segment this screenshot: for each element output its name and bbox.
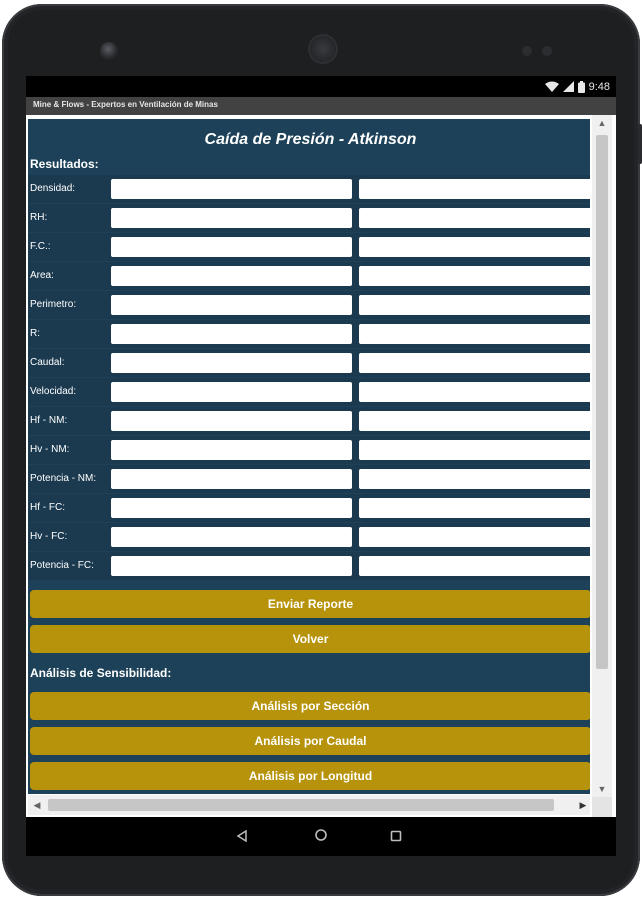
vertical-scroll-thumb[interactable] — [596, 135, 608, 669]
home-nav-icon[interactable] — [311, 827, 331, 847]
back-button[interactable]: Volver — [30, 625, 590, 653]
status-time: 9:48 — [588, 80, 610, 93]
hf-nm-value-field[interactable] — [111, 411, 352, 431]
row-label: Potencia - NM: — [30, 473, 97, 484]
result-row-rh — [28, 204, 590, 232]
row-label: Potencia - FC: — [30, 560, 94, 571]
row-label: Hf - NM: — [30, 415, 68, 426]
hv-nm-unit-field[interactable] — [359, 440, 590, 460]
density-unit-field[interactable] — [359, 179, 590, 199]
analysis-by-section-button[interactable]: Análisis por Sección — [30, 692, 590, 720]
battery-icon — [578, 81, 585, 93]
front-camera-icon — [100, 42, 118, 60]
sensor-icon — [522, 46, 532, 56]
horizontal-scrollbar[interactable] — [28, 795, 590, 815]
tablet-frame — [2, 4, 640, 896]
page-title: Caída de Presión - Atkinson — [204, 131, 417, 148]
row-label: F.C.: — [30, 241, 51, 252]
r-unit-field[interactable] — [359, 324, 590, 344]
hf-fc-value-field[interactable] — [111, 498, 352, 518]
wifi-icon — [545, 81, 559, 92]
result-row-flow — [28, 349, 590, 377]
scroll-down-icon[interactable]: ▼ — [597, 784, 607, 794]
result-row-fc — [28, 233, 590, 261]
window-title: Mine & Flows - Expertos en Ventilación de Minas — [33, 100, 218, 109]
scroll-left-icon[interactable]: ◀ — [33, 800, 41, 810]
status-bar — [26, 76, 616, 97]
result-row-hf-fc — [28, 494, 590, 522]
results-panel — [28, 119, 590, 794]
density-value-field[interactable] — [111, 179, 352, 199]
row-label: Caudal: — [30, 357, 65, 368]
power-nm-unit-field[interactable] — [359, 469, 590, 489]
power-button — [638, 124, 642, 164]
horizontal-scroll-thumb[interactable] — [48, 799, 554, 811]
result-row-velocity — [28, 378, 590, 406]
hf-fc-unit-field[interactable] — [359, 498, 590, 518]
velocity-unit-field[interactable] — [359, 382, 590, 402]
row-label: Velocidad: — [30, 386, 77, 397]
power-fc-value-field[interactable] — [111, 556, 352, 576]
back-nav-icon[interactable] — [232, 827, 252, 847]
row-label: RH: — [30, 212, 48, 223]
hv-fc-unit-field[interactable] — [359, 527, 590, 547]
flow-unit-field[interactable] — [359, 353, 590, 373]
earpiece-speaker-icon — [308, 34, 338, 64]
row-label: Perimetro: — [30, 299, 77, 310]
row-label: Densidad: — [30, 183, 76, 194]
row-label: Hv - NM: — [30, 444, 70, 455]
result-row-power-fc — [28, 552, 590, 580]
row-label: Area: — [30, 270, 54, 281]
row-label: R: — [30, 328, 40, 339]
webview — [26, 115, 616, 817]
scrollbar-corner — [592, 797, 612, 817]
hv-fc-value-field[interactable] — [111, 527, 352, 547]
hf-nm-unit-field[interactable] — [359, 411, 590, 431]
signal-icon — [563, 81, 574, 92]
row-label: Hv - FC: — [30, 531, 68, 542]
sensitivity-heading: Análisis de Sensibilidad: — [30, 666, 172, 680]
vertical-scrollbar[interactable] — [592, 115, 612, 797]
result-row-hv-nm — [28, 436, 590, 464]
result-row-density — [28, 175, 590, 203]
hv-nm-value-field[interactable] — [111, 440, 352, 460]
app-title-bar — [26, 97, 616, 115]
flow-value-field[interactable] — [111, 353, 352, 373]
navigation-bar — [26, 817, 616, 856]
scroll-up-icon[interactable]: ▲ — [597, 118, 607, 128]
result-row-hf-nm — [28, 407, 590, 435]
velocity-value-field[interactable] — [111, 382, 352, 402]
fc-value-field[interactable] — [111, 237, 352, 257]
analysis-by-length-button[interactable]: Análisis por Longitud — [30, 762, 590, 790]
results-heading: Resultados: — [30, 157, 99, 171]
rh-value-field[interactable] — [111, 208, 352, 228]
result-row-area — [28, 262, 590, 290]
power-fc-unit-field[interactable] — [359, 556, 590, 576]
r-value-field[interactable] — [111, 324, 352, 344]
fc-unit-field[interactable] — [359, 237, 590, 257]
perimeter-value-field[interactable] — [111, 295, 352, 315]
perimeter-unit-field[interactable] — [359, 295, 590, 315]
result-row-hv-fc — [28, 523, 590, 551]
sensor-icon — [542, 46, 552, 56]
power-nm-value-field[interactable] — [111, 469, 352, 489]
area-value-field[interactable] — [111, 266, 352, 286]
result-row-r — [28, 320, 590, 348]
scroll-right-icon[interactable]: ▶ — [579, 800, 587, 810]
rh-unit-field[interactable] — [359, 208, 590, 228]
screen — [26, 76, 616, 856]
result-row-perimeter — [28, 291, 590, 319]
area-unit-field[interactable] — [359, 266, 590, 286]
send-report-button[interactable]: Enviar Reporte — [30, 590, 590, 618]
recents-nav-icon[interactable] — [386, 827, 406, 847]
row-label: Hf - FC: — [30, 502, 65, 513]
analysis-by-flow-button[interactable]: Análisis por Caudal — [30, 727, 590, 755]
result-row-power-nm — [28, 465, 590, 493]
